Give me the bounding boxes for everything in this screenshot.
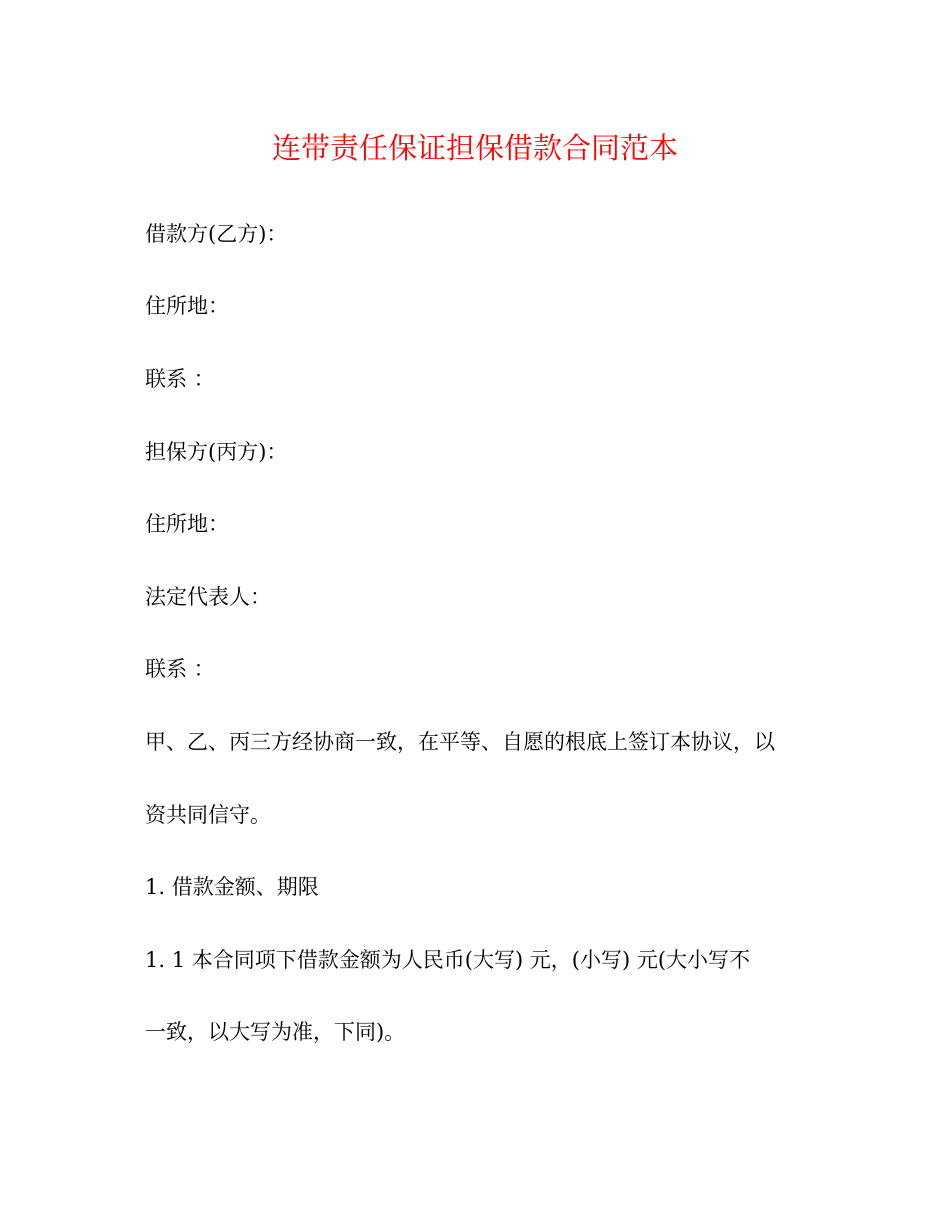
- guarantor-address-label: 住所地：: [145, 512, 229, 536]
- guarantor-label: 担保方(丙方)：: [145, 440, 288, 464]
- document-title: 连带责任保证担保借款合同范本: [271, 131, 678, 165]
- borrower-label: 借款方(乙方)：: [145, 222, 288, 246]
- agreement-paragraph-line-2: 资共同信守。: [145, 803, 271, 827]
- section-heading-loan-amount-term: 1. 借款金额、期限: [145, 875, 319, 899]
- guarantor-contact-label: 联系 ：: [145, 657, 215, 681]
- clause-1-1-line-2: 一致，以大写为准，下同)。: [145, 1020, 406, 1044]
- clause-1-1-line-1: 1. 1 本合同项下借款金额为人民币(大写) 元，(小写) 元(大小写不: [145, 948, 751, 972]
- agreement-paragraph-line-1: 甲、乙、丙三方经协商一致，在平等、自愿的根底上签订本协议，以: [145, 730, 775, 754]
- borrower-contact-label: 联系 ：: [145, 367, 215, 391]
- legal-representative-label: 法定代表人：: [145, 585, 271, 609]
- borrower-address-label: 住所地：: [145, 294, 229, 318]
